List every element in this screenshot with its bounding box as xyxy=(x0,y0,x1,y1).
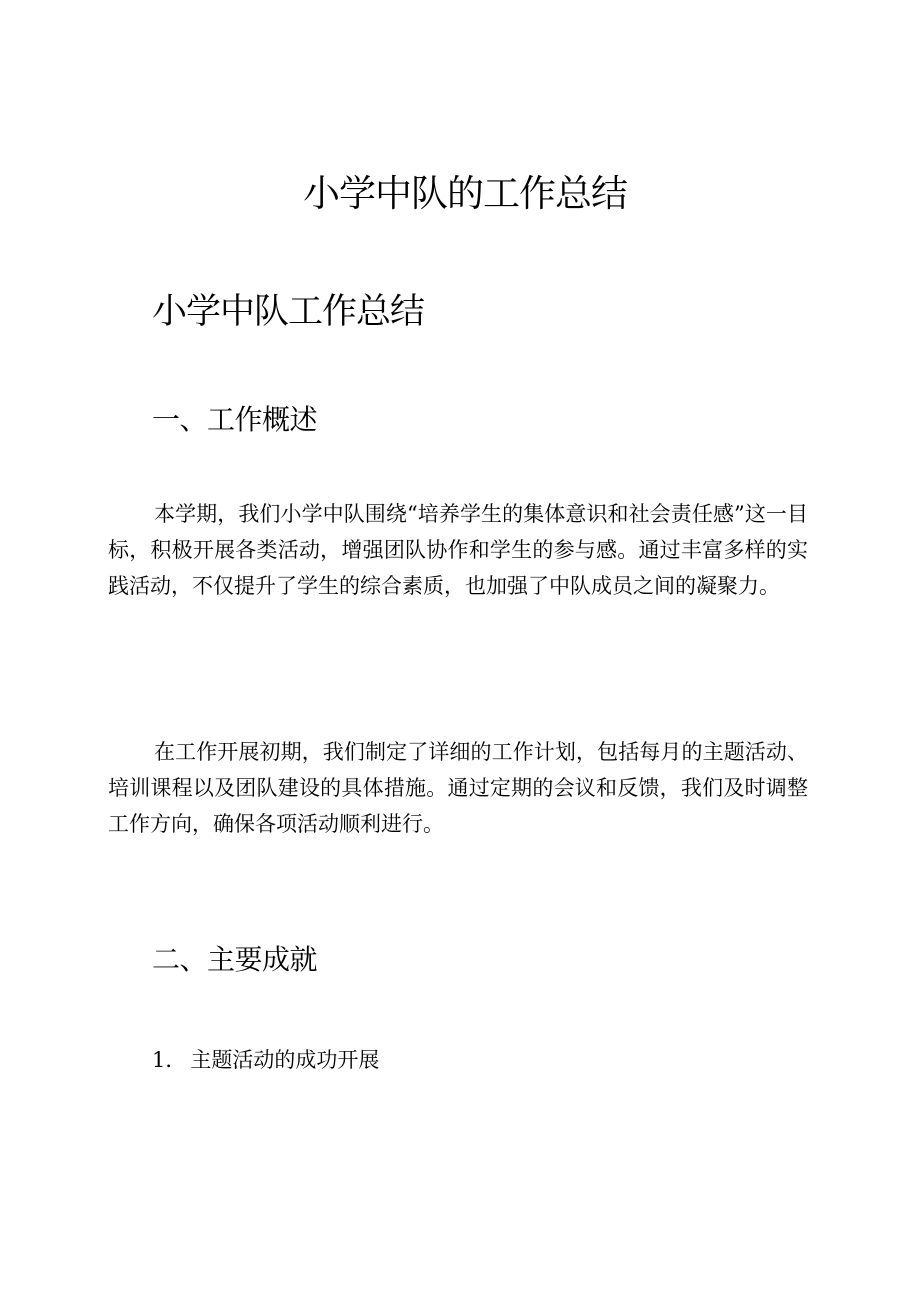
section-heading-achievements: 二、主要成就 xyxy=(152,943,318,976)
paragraph-overview-1: 本学期，我们小学中队围绕“培养学生的集体意识和社会责任感”这一目标，积极开展各类活动，增强团队协作和学生的参与感。通过丰富多样的实践活动，不仅提升了学生的综合素质，也加强了中队成员之间的凝聚力。 xyxy=(108,502,808,598)
document-subtitle: 小学中队工作总结 xyxy=(152,292,425,332)
section-heading-overview: 一、工作概述 xyxy=(152,403,318,436)
list-item-achievement-1 xyxy=(152,1042,379,1078)
list-item-number: 1． xyxy=(152,1048,187,1072)
document-title: 小学中队的工作总结 xyxy=(303,172,627,215)
paragraph-overview-2: 在工作开展初期，我们制定了详细的工作计划，包括每月的主题活动、培训课程以及团队建设的具体措施。通过定期的会议和反馈，我们及时调整工作方向，确保各项活动顺利进行。 xyxy=(108,740,808,836)
list-item-text: 主题活动的成功开展 xyxy=(190,1048,380,1072)
